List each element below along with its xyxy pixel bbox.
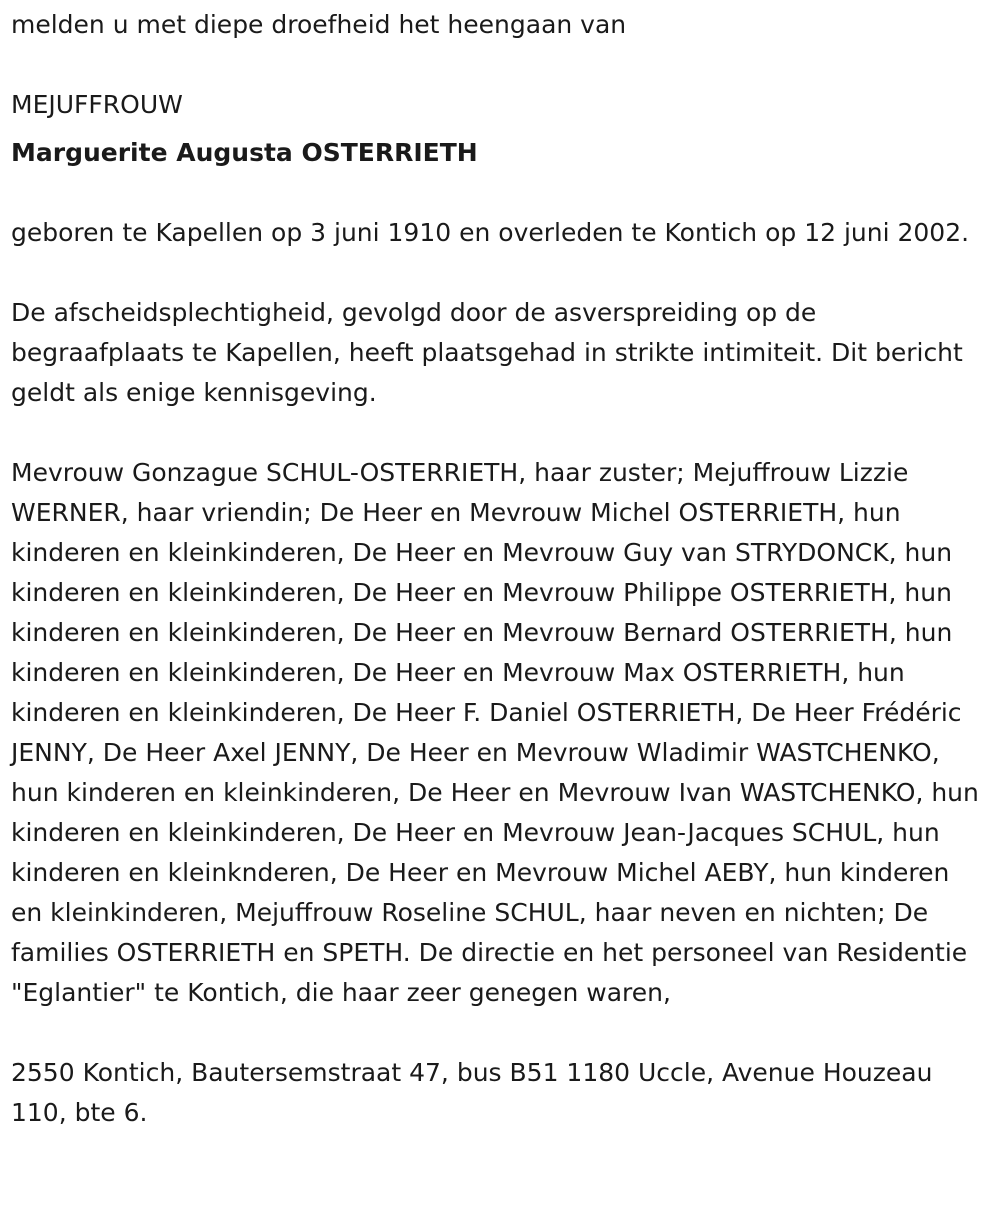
addresses-paragraph: 2550 Kontich, Bautersemstraat 47, bus B51 1180 Uccle, Avenue Houzeau 110, bte 6. (11, 1058, 933, 1127)
ceremony-paragraph: De afscheidsplechtigheid, gevolgd door de asverspreiding op de begraafplaats te Kapellen, heeft plaatsgehad in strikte intimiteit. Dit bericht geldt als enige kennisgeving. (11, 298, 963, 407)
honorific-title: MEJUFFROUW (11, 90, 183, 119)
mourners-paragraph: Mevrouw Gonzague SCHUL-OSTERRIETH, haar zuster; Mejuffrouw Lizzie WERNER, haar vriendin; De Heer en Mevrouw Michel OSTERRIETH, hun kinderen en kleinkinderen, De Heer en Mevrouw Guy van STRYDONCK, hun kinderen en kleinkinderen, De Heer en Mevrouw Philippe OSTERRIETH, hun kinderen en kleinkinderen, De Heer en Mevrouw Bernard OSTERRIETH, hun kinderen en kleinkinderen, De Heer en Mevrouw Max OSTERRIETH, hun kinderen en kleinkinderen, De Heer F. Daniel OSTERRIETH, De Heer Frédéric JENNY, De Heer Axel JENNY, De Heer en Mevrouw Wladimir WASTCHENKO, hun kinderen en kleinkinderen, De Heer en Mevrouw Ivan WASTCHENKO, hun kinderen en kleinkinderen, De Heer en Mevrouw Jean-Jacques SCHUL, hun kinderen en kleinknderen, De Heer en Mevrouw Michel AEBY, hun kinderen en kleinkinderen, Mejuffrouw Roseline SCHUL, haar neven en nichten; De families OSTERRIETH en SPETH. De directie en het personeel van Residentie "Eglantier" te Kontich, die haar zeer genegen waren, (11, 458, 979, 1007)
intro-text: melden u met diepe droefheid het heengaan van (11, 10, 627, 39)
birth-death-paragraph: geboren te Kapellen op 3 juni 1910 en overleden te Kontich op 12 juni 2002. (11, 218, 970, 247)
deceased-name: Marguerite Augusta OSTERRIETH (11, 138, 478, 167)
